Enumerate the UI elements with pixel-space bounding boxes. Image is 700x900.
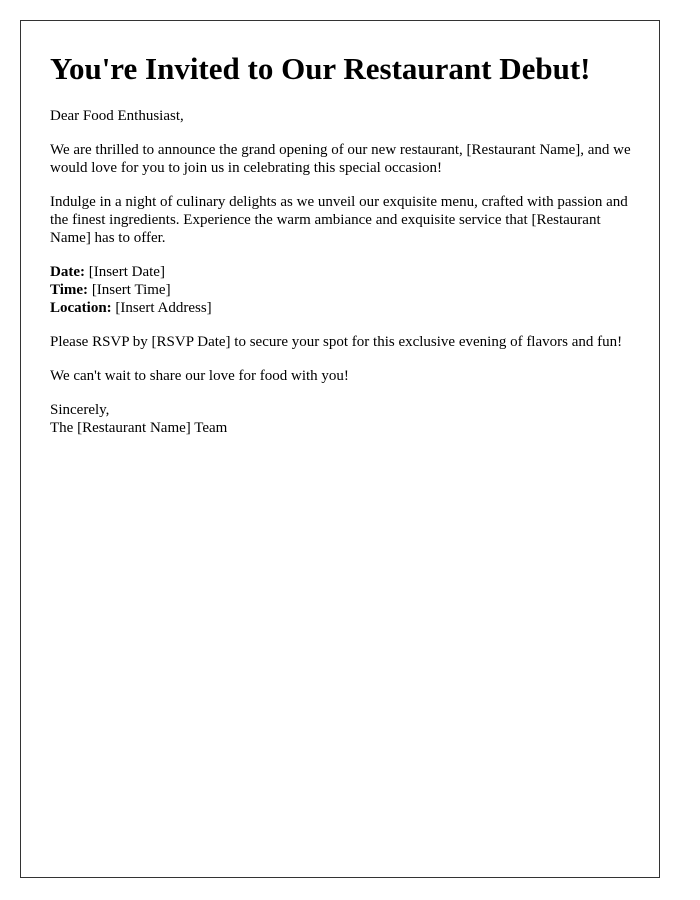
letter-title: You're Invited to Our Restaurant Debut! — [50, 51, 591, 86]
rsvp-paragraph: Please RSVP by [RSVP Date] to secure your spot for this exclusive evening of flavors and fun! — [50, 334, 623, 350]
description-paragraph: Indulge in a night of culinary delights as we unveil our exquisite menu, crafted with passion and the finest ingredients. Experience the warm ambiance and exquisite service that [Restaurant Name] has to offer. — [50, 194, 628, 246]
date-label: Date: — [50, 264, 85, 280]
signoff-block — [50, 401, 640, 437]
event-details — [50, 263, 640, 317]
time-value: [Insert Time] — [88, 282, 171, 298]
closing-paragraph: We can't wait to share our love for food with you! — [50, 368, 349, 384]
date-row — [50, 263, 640, 281]
time-label: Time: — [50, 282, 89, 298]
location-value: [Insert Address] — [111, 300, 212, 316]
announcement-paragraph: We are thrilled to announce the grand opening of our new restaurant, [Restaurant Name], and we would love for you to join us in celebrating this special occasion! — [50, 142, 631, 176]
greeting: Dear Food Enthusiast, — [50, 108, 184, 124]
letter-content — [50, 51, 640, 437]
time-row — [50, 281, 640, 299]
signoff: Sincerely, — [50, 402, 110, 418]
signature: The [Restaurant Name] Team — [50, 420, 228, 436]
location-row — [50, 299, 640, 317]
letter-page — [20, 20, 660, 878]
location-label: Location: — [50, 300, 112, 316]
date-value: [Insert Date] — [84, 264, 165, 280]
